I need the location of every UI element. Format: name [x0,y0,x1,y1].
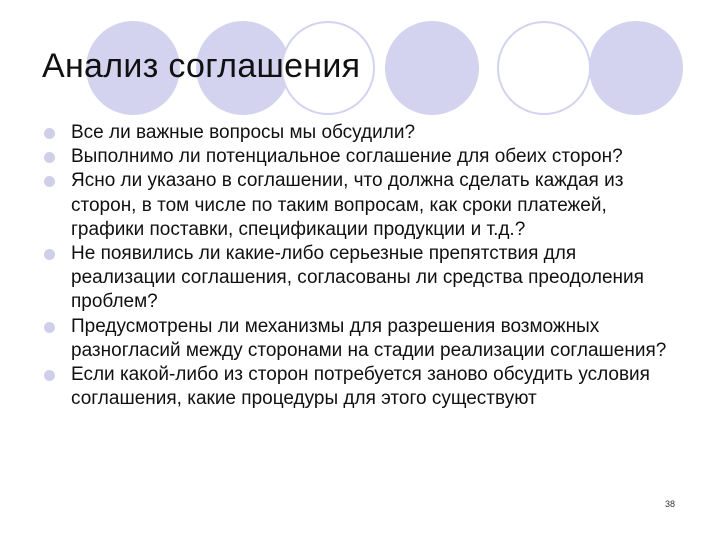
bullet-text: Если какой-либо из сторон потребуется заново обсудить условия соглашения, какие процедуры для этого существуют [71,364,650,410]
bullet-item [40,121,680,145]
decorative-circle-filled [385,21,479,115]
bullet-text: Ясно ли указано в соглашении, что должна сделать каждая из сторон, в том числе по таким вопросам, как сроки платежей, графики поставки, спецификации продукции и т.д.? [71,170,624,240]
bullet-text: Все ли важные вопросы мы обсудили? [71,122,416,143]
bullet-item [40,363,680,411]
bullet-dot-icon [44,370,55,381]
bullet-dot-icon [44,249,55,260]
bullet-item [40,145,680,169]
bullet-dot-icon [44,152,55,163]
bullet-item [40,169,680,242]
decorative-circle-outline [497,21,591,115]
bullet-list [40,121,680,411]
bullet-text: Выполнимо ли потенциальное соглашение для обеих сторон? [71,146,623,168]
bullet-dot-icon [44,322,55,333]
slide-title: Анализ соглашения [42,47,361,85]
page-number: 38 [665,499,676,509]
bullet-item [40,242,680,315]
bullet-text: Не появились ли какие-либо серьезные препятствия для реализации соглашения, согласованы ли средства преодоления проблем? [71,243,644,313]
bullet-dot-icon [44,128,55,139]
bullet-item [40,315,680,363]
bullet-dot-icon [44,176,55,187]
decorative-circle-filled [589,21,683,115]
bullet-text: Предусмотрены ли механизмы для разрешения возможных разногласий между сторонами на стадии реализации соглашения? [71,315,667,361]
